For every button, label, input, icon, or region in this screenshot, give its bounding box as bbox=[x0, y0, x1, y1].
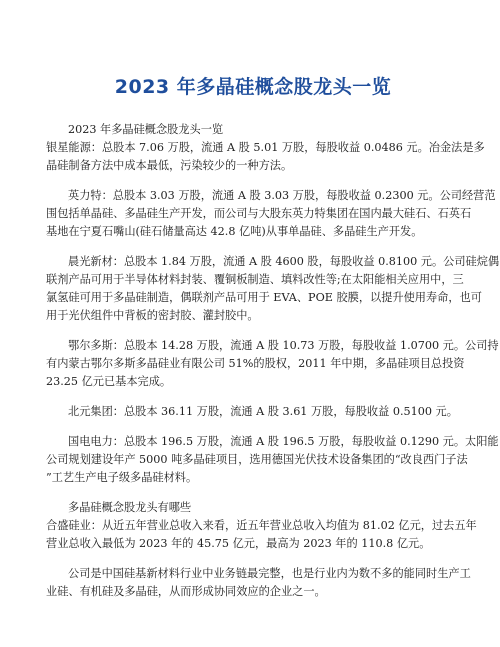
paragraph bbox=[46, 499, 477, 553]
text-line: 营业总收入最低为 2023 年的 45.75 亿元，最高为 2023 年的 110.8 亿元。 bbox=[46, 537, 431, 550]
text-line: 银星能源：总股本 7.06 万股，流通 A 股 5.01 万股，每股收益 0.0486 元。冶金法是多 bbox=[46, 141, 485, 154]
paragraph bbox=[46, 121, 485, 175]
paragraph bbox=[46, 565, 471, 601]
paragraph bbox=[46, 403, 460, 421]
text-line: 国电电力：总股本 196.5 万股，流通 A 股 196.5 万股，每股收益 0.1290 元。太阳能 bbox=[68, 435, 499, 448]
text-line: 北元集团：总股本 36.11 万股，流通 A 股 3.61 万股，每股收益 0.5100 元。 bbox=[68, 405, 458, 418]
text-line: 2023 年多晶硅概念股龙头一览 bbox=[68, 123, 224, 136]
text-line: 围包括单晶硅、多晶硅生产开发，而公司与大股东英力特集团在国内最大硅石、石英石 bbox=[46, 207, 472, 220]
text-line: 公司是中国硅基新材料行业中业务链最完整，也是行业内为数不多的能同时生产工 bbox=[68, 567, 471, 580]
text-line: 有内蒙古鄂尔多斯多晶硅业有限公司 51%的股权，2011 年中期，多晶硅项目总投资 bbox=[46, 357, 465, 370]
text-line: 氯氢硅可用于多晶硅制造，偶联剂产品可用于 EVA、POE 胶膜，以提升使用寿命，也可 bbox=[46, 291, 482, 304]
text-line: ”工艺生产电子级多晶硅材料。 bbox=[46, 471, 198, 484]
text-line: 鄂尔多斯：总股本 14.28 万股，流通 A 股 10.73 万股，每股收益 1.0700 元。公司持 bbox=[68, 339, 499, 352]
text-line: 用于光伏组件中背板的密封胶、灌封胶中。 bbox=[46, 309, 259, 322]
text-line: 公司规划建设年产 5000 吨多晶硅项目，选用德国光伏技术设备集团的“改良西门子法 bbox=[46, 453, 468, 466]
text-line: 多晶硅概念股龙头有哪些 bbox=[68, 501, 192, 514]
paragraph bbox=[46, 337, 499, 391]
document-body bbox=[46, 121, 500, 601]
text-line: 晶硅制备方法中成本最低，污染较少的一种方法。 bbox=[46, 159, 293, 172]
text-line: 英力特：总股本 3.03 万股，流通 A 股 3.03 万股，每股收益 0.2300 元。公司经营范 bbox=[68, 189, 496, 202]
text-line: 联剂产品可用于半导体材料封装、覆铜板制造、填料改性等;在太阳能相关应用中，三 bbox=[46, 273, 464, 286]
text-line: 业硅、有机硅及多晶硅，从而形成协同效应的企业之一。 bbox=[46, 585, 326, 598]
text-line: 23.25 亿元已基本完成。 bbox=[46, 375, 172, 388]
paragraph bbox=[46, 187, 496, 241]
text-line: 基地在宁夏石嘴山(硅石储量高达 42.8 亿吨)从事单晶硅、多晶硅生产开发。 bbox=[46, 225, 423, 238]
text-line: 晨光新材：总股本 1.84 万股，流通 A 股 4600 股，每股收益 0.8100 元。公司硅烷偶 bbox=[68, 255, 500, 268]
paragraph bbox=[46, 253, 500, 325]
page-title: 2023 年多晶硅概念股龙头一览 bbox=[114, 76, 392, 98]
paragraph bbox=[46, 433, 499, 487]
text-line: 合盛硅业：从近五年营业总收入来看，近五年营业总收入均值为 81.02 亿元，过去五年 bbox=[46, 519, 477, 532]
